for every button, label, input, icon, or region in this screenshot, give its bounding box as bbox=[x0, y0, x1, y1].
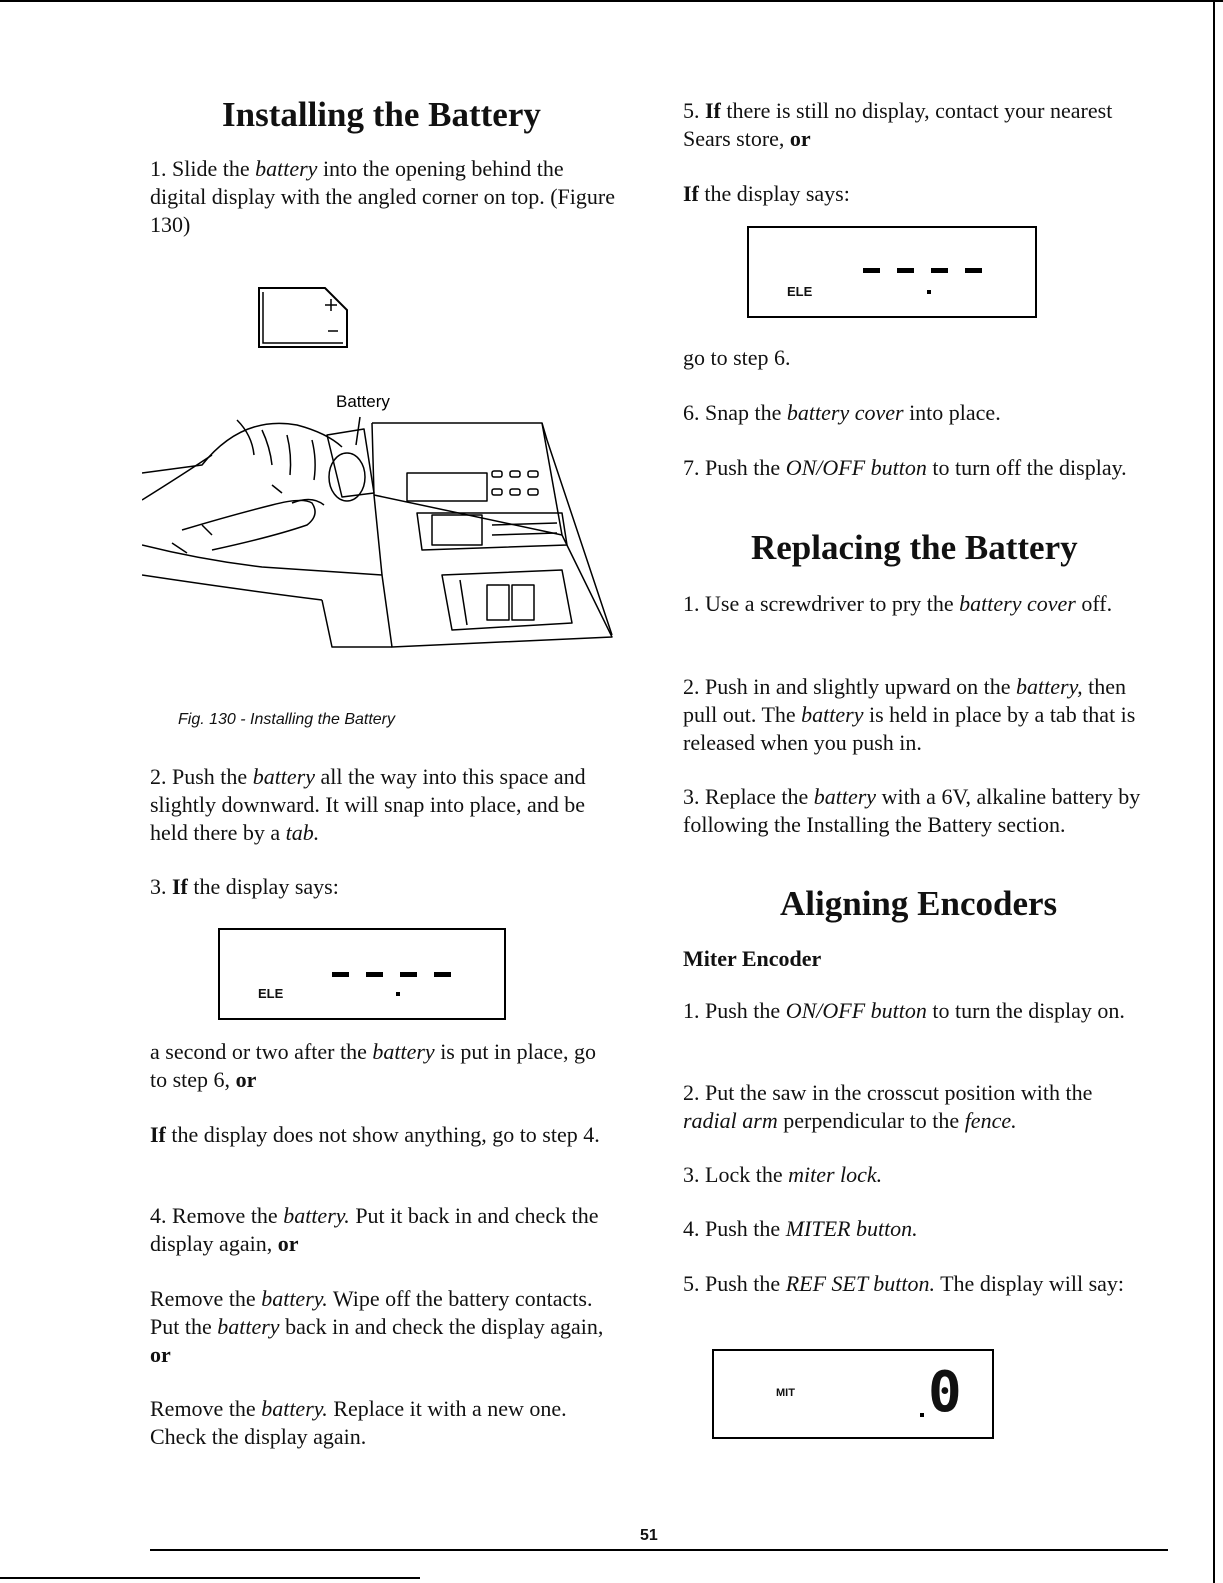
replacing-battery-title: Replacing the Battery bbox=[751, 528, 1078, 567]
aligning-encoders-title: Aligning Encoders bbox=[780, 884, 1058, 923]
miter-encoder-subhead: Miter Encoder bbox=[683, 946, 822, 971]
right-rule bbox=[1213, 0, 1215, 1583]
replace-step-2: 2. Push in and slightly upward on the battery, then pull out. The battery is held in place by a tab that is released when you push in. bbox=[683, 674, 1136, 755]
display-mit-readout bbox=[712, 1349, 994, 1439]
align-step-5: 5. Push the REF SET button. The display will say: bbox=[683, 1271, 1125, 1296]
install-if-no-display: If the display does not show anything, go to step 4. bbox=[150, 1122, 600, 1147]
align-step-2: 2. Put the saw in the crosscut position with the radial arm perpendicular to the fence. bbox=[683, 1080, 1093, 1133]
replace-step-3: 3. Replace the battery with a 6V, alkaline battery by following the Installing the Battery section. bbox=[683, 784, 1141, 837]
install-step-7: 7. Push the ON/OFF button to turn off the display. bbox=[683, 455, 1127, 480]
install-step-3: 3. If the display says: bbox=[150, 874, 339, 899]
battery-icon bbox=[255, 285, 355, 355]
align-step-4: 4. Push the MITER button. bbox=[683, 1216, 918, 1241]
top-rule bbox=[0, 0, 1223, 2]
bottom-rule-lower bbox=[0, 1577, 420, 1579]
install-step-2: 2. Push the battery all the way into this space and slightly downward. It will snap into place, and be held there by a tab. bbox=[150, 764, 586, 845]
display-ele-readout bbox=[218, 928, 506, 1020]
install-wipe-contacts: Remove the battery. Wipe off the battery contacts. Put the battery back in and check the display again, or bbox=[150, 1286, 604, 1367]
display-tag-3: MIT bbox=[776, 1387, 795, 1399]
bottom-rule bbox=[150, 1549, 1168, 1551]
install-step-5: 5. If there is still no display, contact your nearest Sears store, or bbox=[683, 98, 1113, 151]
page-number: 51 bbox=[640, 1527, 658, 1544]
figure-caption: Fig. 130 - Installing the Battery bbox=[178, 711, 395, 728]
display-value: 0 bbox=[928, 1360, 962, 1425]
display-ele-readout-2 bbox=[747, 226, 1037, 318]
battery-installation-illustration bbox=[142, 385, 622, 670]
install-step-4: 4. Remove the battery. Put it back in and check the display again, or bbox=[150, 1203, 599, 1256]
goto-step-6: go to step 6. bbox=[683, 345, 791, 370]
install-if-display-says: If the display says: bbox=[683, 181, 850, 206]
align-step-1: 1. Push the ON/OFF button to turn the display on. bbox=[683, 998, 1125, 1023]
display-tag-2: ELE bbox=[787, 284, 813, 299]
battery-label: Battery bbox=[336, 392, 390, 411]
installing-battery-title: Installing the Battery bbox=[222, 95, 541, 134]
align-step-3: 3. Lock the miter lock. bbox=[683, 1162, 883, 1187]
install-replace-battery: Remove the battery. Replace it with a new one. Check the display again. bbox=[150, 1396, 567, 1449]
install-after-step-3: a second or two after the battery is put in place, go to step 6, or bbox=[150, 1039, 596, 1092]
install-step-6: 6. Snap the battery cover into place. bbox=[683, 400, 1001, 425]
replace-step-1: 1. Use a screwdriver to pry the battery cover off. bbox=[683, 591, 1113, 616]
display-tag: ELE bbox=[258, 986, 284, 1001]
install-step-1: 1. Slide the battery into the opening behind the digital display with the angled corner on top. (Figure 130) bbox=[150, 156, 615, 237]
